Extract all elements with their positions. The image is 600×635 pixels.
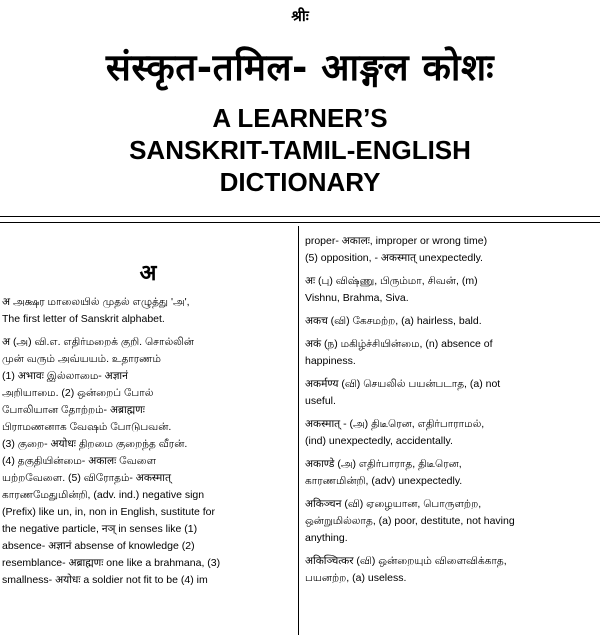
entry-line: smallness- अयोधः a soldier not fit to be (4) im <box>2 574 208 586</box>
entry-line: proper- अकालः, improper or wrong time) <box>305 235 488 247</box>
entry-line: காரணமேதுமின்றி, (adv. ind.) negative sign <box>2 489 205 501</box>
entry-line: (1) अभावः இல்லாமை- अज्ञानं <box>2 370 128 382</box>
dictionary-entry <box>2 294 294 328</box>
column-divider <box>298 226 299 635</box>
entry-line: resemblance- अब्राह्मणः one like a brahmana, (3) <box>2 557 221 569</box>
entry-line: போலியான தோற்றம்- अब्राह्मणः <box>2 404 145 416</box>
entry-line: (4) தகுதியின்மை- अकालः வேளை <box>2 455 157 467</box>
dictionary-entry <box>305 456 597 490</box>
dictionary-entry <box>305 273 597 307</box>
entry-line: (5) opposition, - अकस्मात् unexpectedly. <box>305 252 483 264</box>
header-rule-top <box>0 216 600 217</box>
entry-line: (Prefix) like un, in, non in English, sustitute for <box>2 506 216 518</box>
english-title-line-1: A LEARNER’S <box>212 103 388 133</box>
entry-line: யற்றவேளை. (5) விரோதம்- अकस्मात् <box>2 472 171 484</box>
entry-line: Vishnu, Brahma, Siva. <box>305 292 409 304</box>
dictionary-entry <box>305 376 597 410</box>
entry-line: ஒன்றுமில்லாத, (a) poor, destitute, not having <box>305 515 515 527</box>
entry-line: absence- अज्ञानं absense of knowledge (2) <box>2 540 195 552</box>
dictionary-entry <box>305 313 597 330</box>
entry-line: (3) குறை- अयोधः திறமை குறைந்த வீரன். <box>2 438 188 450</box>
entry-line: anything. <box>305 532 348 544</box>
entry-line: பிராமணனாக வேஷம் போடுபவன். <box>2 421 172 433</box>
entry-line: अकाण्डे (அ) எதிர்பாராத, திடீரென, <box>305 458 462 470</box>
entry-line: happiness. <box>305 355 356 367</box>
entry-line: the negative particle, नञ् in senses like (1) <box>2 523 198 535</box>
entry-line: அறியாமை. (2) ஒன்றைப் போல் <box>2 387 154 399</box>
english-title-line-3: DICTIONARY <box>219 167 381 197</box>
sanskrit-title: संस्कृत-तमिल- आङ्गल कोशः <box>105 46 495 89</box>
left-column <box>2 254 294 595</box>
invocation-mark: श्रीः <box>291 7 309 25</box>
entry-line: अकिञ्चित्कर (வி) ஒன்றையும் விளைவிக்காத, <box>305 555 507 567</box>
entry-line: अकच (வி) கேசமற்ற, (a) hairless, bald. <box>305 315 482 327</box>
entry-line: अकिञ्चन (வி) ஏழையான, பொருளற்ற, <box>305 498 482 510</box>
dictionary-entry <box>305 496 597 547</box>
entry-line: अकस्मात् - (அ) திடீரென, எதிர்பாராமல், <box>305 418 485 430</box>
entry-line: अ அக்ஷர மாலையில் முதல் எழுத்து 'அ', <box>2 296 190 308</box>
entry-line: முன் வரும் அவ்யயம். உதாரணம் <box>2 353 161 365</box>
dictionary-entry <box>305 416 597 450</box>
dictionary-entry <box>2 334 294 589</box>
entry-line: अ (அ) வி.எ. எதிர்மறைக் குறி. சொல்லின் <box>2 336 195 348</box>
english-title-line-2: SANSKRIT-TAMIL-ENGLISH <box>129 135 471 165</box>
header-rule-bottom <box>0 222 600 223</box>
entry-line: (ind) unexpectedly, accidentally. <box>305 435 453 447</box>
entry-line: காரணமின்றி, (adv) unexpectedly. <box>305 475 463 487</box>
dictionary-entry <box>305 553 597 587</box>
entry-line: பயனற்ற, (a) useless. <box>305 572 407 584</box>
right-column <box>305 233 597 593</box>
dictionary-entry <box>305 336 597 370</box>
entry-line: अकं (ந) மகிழ்ச்சியின்மை, (n) absence of <box>305 338 493 350</box>
letter-heading: अ <box>139 261 157 286</box>
entry-line: The first letter of Sanskrit alphabet. <box>2 313 165 325</box>
entry-line: useful. <box>305 395 336 407</box>
dictionary-entry <box>305 233 597 267</box>
entry-line: अः (பு) விஷ்ணு, பிரும்மா, சிவன், (m) <box>305 275 478 287</box>
entry-line: अकर्मण्य (வி) செயலில் பயன்படாத, (a) not <box>305 378 501 390</box>
